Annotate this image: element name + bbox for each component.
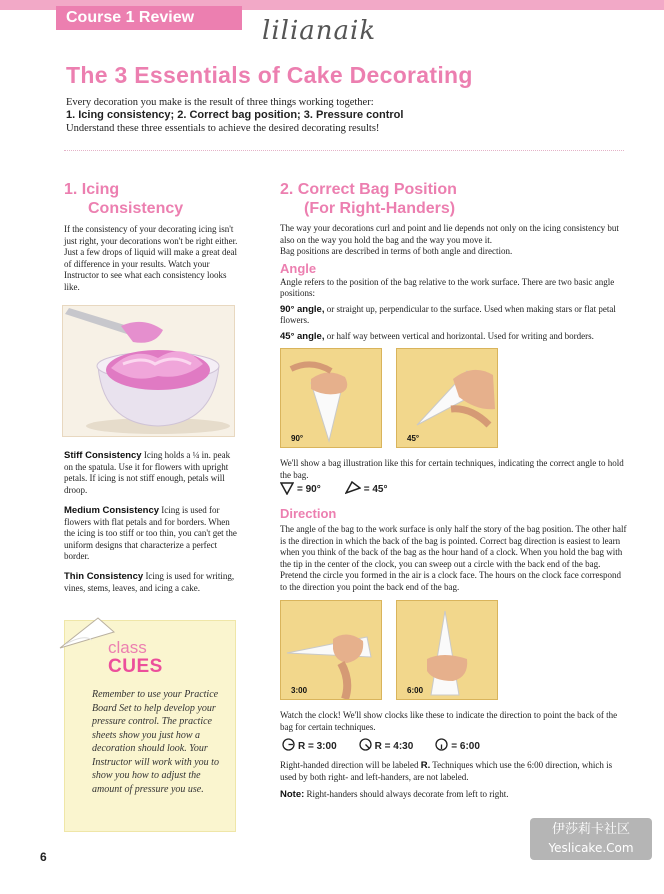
bag-position-heading: [280, 180, 630, 218]
watermark-line-2: Yeslicake.Com: [548, 841, 634, 855]
right-handed-note: [280, 760, 630, 783]
angle-90-label: 90° angle,: [280, 303, 325, 315]
clock-r-4-30-text: R = 4:30: [374, 740, 414, 752]
legend-45-text: = 45°: [363, 484, 388, 495]
clock-note: Watch the clock! We'll show clocks like these to indicate the direction to point the back of the bag for certain techniques.: [280, 710, 618, 732]
clock-legend: [282, 738, 480, 754]
stiff-consistency-text: Icing holds a ¼ in. peak on the spatula. Use it for flowers with upright petals. If icing is not stiff enough, petals will droop.: [64, 450, 231, 495]
note-label: Note:: [280, 789, 305, 800]
direction-heading: Direction: [280, 506, 337, 521]
page-title: The 3 Essentials of Cake Decorating: [66, 62, 473, 88]
clock-3-00-icon: [282, 738, 295, 754]
class-cues-cues-word: CUES: [108, 656, 163, 677]
angle-body: Angle refers to the position of the bag relative to the work surface. There are two basic angle positions:: [280, 276, 615, 298]
bag-illustration-note: We'll show a bag illustration like this for certain techniques, indicating the correct angle to hold the bag.: [280, 458, 624, 480]
photo-3-00-direction: [280, 600, 382, 700]
clock-r-3-00-text: R = 3:00: [298, 740, 337, 752]
photo-45-label: 45°: [407, 434, 420, 443]
direction-section: [280, 506, 630, 593]
clock-6-00-text: = 6:00: [451, 740, 480, 752]
bag-45-icon: [345, 481, 361, 498]
heading-line-2: Consistency: [88, 200, 184, 217]
clock-4-30-icon: [359, 738, 372, 754]
photo-90-label: 90°: [291, 434, 304, 443]
bag-position-body-2: Bag positions are described in terms of both angle and direction.: [280, 246, 513, 256]
section-divider: [64, 150, 624, 151]
icing-consistency-body: If the consistency of your decorating icing isn't just right, your decorations won't be right either. Just a few drops of liquid will make a great deal of difference in your results. Watch your Instructor to see what each consistency looks like.: [64, 224, 238, 292]
angle-45-item: [280, 331, 630, 343]
bag-position-heading-line-1: 2. Correct Bag Position: [280, 181, 457, 198]
bag-position-heading-line-2: (For Right-Handers): [304, 200, 456, 217]
intro-line-1: Every decoration you make is the result of three things working together:: [66, 97, 374, 108]
intro-essentials-list: 1. Icing consistency; 2. Correct bag position; 3. Pressure control: [66, 109, 404, 121]
thin-consistency-item: [64, 571, 240, 594]
page-number: 6: [40, 850, 47, 864]
medium-consistency-item: [64, 505, 240, 563]
icing-bowl-photo: [62, 305, 235, 437]
photo-6-00-label: 6:00: [407, 686, 424, 695]
heading-line-1: 1. Icing: [64, 181, 120, 198]
angle-90-item: [280, 304, 630, 327]
angle-45-label: 45° angle,: [280, 330, 325, 342]
intro-paragraph: [66, 96, 626, 135]
bag-90-icon: [280, 481, 294, 498]
icing-consistency-heading: [64, 180, 242, 218]
site-watermark: [530, 818, 652, 860]
class-cues-text: Remember to use your Practice Board Set to help develop your pressure control. The practice sheets show you just how a decoration should look. Your Instructor will work with you to show you how to adjust the amount of pressure you use.: [92, 689, 219, 795]
stiff-consistency-label: Stiff Consistency: [64, 450, 142, 461]
rh-note-suffix: Techniques which use the 6:00 direction, which is used by both right- and left-handers, are not labeled.: [280, 760, 613, 782]
bowl-illustration: [63, 306, 235, 437]
bag-position-section: [280, 180, 630, 342]
medium-consistency-label: Medium Consistency: [64, 505, 160, 516]
direction-body: The angle of the bag to the work surface is only half the story of the bag position. The other half is the direction in which the back of the bag is pointed. Correct bag direction is easiest to learn when you think of the back of the bag as the hour hand of a clock. When you hold the bag with the tip in the center of the clock, you can sweep out a circle with the back end of the bag. Pretend the circle you formed in the air is a clock face. The hours on the clock face correspond to the direction you point the back end of the bag.: [280, 524, 627, 592]
bag-position-body-1: The way your decorations curl and point and lie depends not only on the icing consistency but also on the way you hold the bag and the way you move it.: [280, 223, 619, 245]
angle-45-text: or half way between vertical and horizontal. Used for writing and borders.: [324, 330, 594, 341]
medium-consistency-text: Icing is used for flowers with flat petals and for borders. When the icing is too stiff or too thin, you can't get the uniform designs that characterize a perfect border.: [64, 505, 237, 561]
thin-consistency-label: Thin Consistency: [64, 571, 144, 582]
right-hander-note: [280, 789, 630, 801]
handwritten-signature: lilianaik: [262, 16, 377, 46]
photo-90-degree: [280, 348, 382, 448]
watermark-line-1: 伊莎莉卡社区: [551, 822, 630, 837]
angle-90-text: or straight up, perpendicular to the surface. Used when making stars or flat petal flowers.: [280, 303, 616, 325]
course-tab: Course 1 Review: [56, 6, 242, 30]
clock-6-00-icon: [435, 738, 448, 754]
photo-3-00-label: 3:00: [291, 686, 308, 695]
angle-legend: [280, 481, 388, 498]
intro-line-3: Understand these three essentials to achieve the desired decorating results!: [66, 123, 380, 134]
class-cues-class-word: class: [108, 638, 147, 657]
rh-note-prefix: Right-handed direction will be labeled: [280, 760, 421, 770]
photo-6-00-direction: [396, 600, 498, 700]
icing-consistency-section: [64, 180, 242, 293]
note-text: Right-handers should always decorate from left to right.: [304, 789, 509, 799]
thin-consistency-text: Icing is used for writing, vines, stems, leaves, and icing a cake.: [64, 571, 235, 593]
photo-45-degree: [396, 348, 498, 448]
rh-note-r-label: R.: [420, 760, 431, 771]
legend-90-text: = 90°: [297, 484, 321, 495]
angle-heading: Angle: [280, 260, 317, 276]
stiff-consistency-item: [64, 450, 240, 496]
